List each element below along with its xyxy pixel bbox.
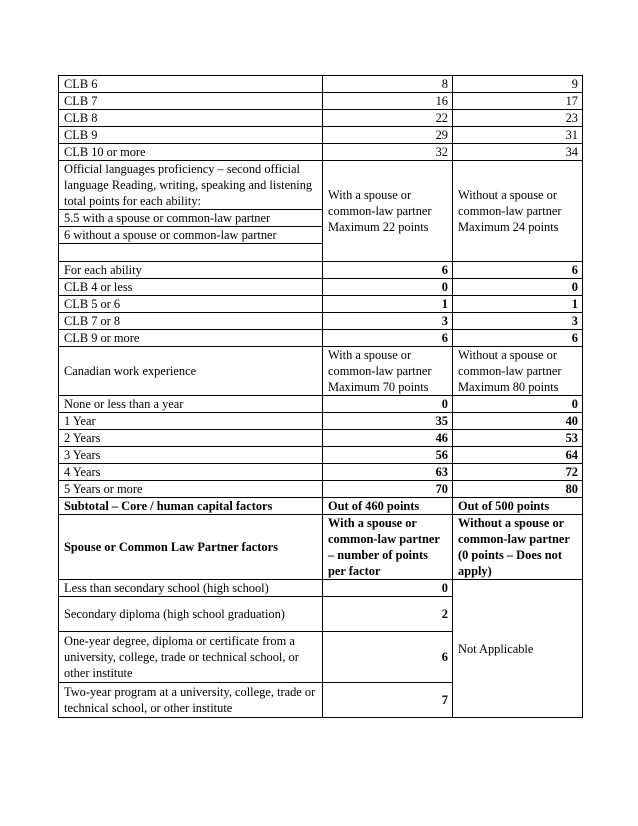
work-experience-without-header: Without a spouse or common-law partner Maximum 80 points <box>453 347 583 396</box>
points-with-spouse: 22 <box>323 110 453 127</box>
points-with-spouse: 56 <box>323 447 453 464</box>
second-language-title: Official languages proficiency – second official language Reading, writing, speaking and listening total points for each ability: <box>59 161 323 210</box>
second-language-without-header: Without a spouse or common-law partner Maximum 24 points <box>453 161 583 262</box>
points-with-spouse: 6 <box>323 632 453 683</box>
table-row <box>59 447 583 464</box>
row-label: CLB 9 or more <box>59 330 323 347</box>
row-label: CLB 7 <box>59 93 323 110</box>
points-without-spouse: 53 <box>453 430 583 447</box>
work-experience-title: Canadian work experience <box>59 347 323 396</box>
points-with-spouse: 0 <box>323 396 453 413</box>
points-without-spouse: 17 <box>453 93 583 110</box>
table-row <box>59 396 583 413</box>
points-with-spouse: 6 <box>323 330 453 347</box>
points-with-spouse: 46 <box>323 430 453 447</box>
points-without-spouse: 64 <box>453 447 583 464</box>
table-row <box>59 161 583 210</box>
table-row <box>59 76 583 93</box>
points-with-spouse: 3 <box>323 313 453 330</box>
row-label: CLB 9 <box>59 127 323 144</box>
second-language-note-with: 5.5 with a spouse or common-law partner <box>59 210 323 227</box>
subtotal-row <box>59 498 583 515</box>
table-row <box>59 347 583 396</box>
second-language-note-without: 6 without a spouse or common-law partner <box>59 227 323 244</box>
second-language-with-header: With a spouse or common-law partner Maximum 22 points <box>323 161 453 262</box>
points-with-spouse: 16 <box>323 93 453 110</box>
row-label: Less than secondary school (high school) <box>59 580 323 597</box>
points-with-spouse: 7 <box>323 683 453 718</box>
row-label: CLB 10 or more <box>59 144 323 161</box>
not-applicable-cell: Not Applicable <box>453 580 583 718</box>
table-row <box>59 144 583 161</box>
table-row <box>59 330 583 347</box>
row-label: None or less than a year <box>59 396 323 413</box>
row-label: CLB 4 or less <box>59 279 323 296</box>
points-with-spouse: 35 <box>323 413 453 430</box>
row-label: Two-year program at a university, college, trade or technical school, or other institute <box>59 683 323 718</box>
points-without-spouse: 0 <box>453 279 583 296</box>
points-with-spouse: 63 <box>323 464 453 481</box>
table-row <box>59 279 583 296</box>
table-row <box>59 580 583 597</box>
empty-cell <box>59 244 323 262</box>
table-row <box>59 481 583 498</box>
points-with-spouse: 6 <box>323 262 453 279</box>
row-label: 2 Years <box>59 430 323 447</box>
table-row <box>59 464 583 481</box>
work-experience-with-header: With a spouse or common-law partner Maximum 70 points <box>323 347 453 396</box>
points-without-spouse: 6 <box>453 330 583 347</box>
points-without-spouse: 0 <box>453 396 583 413</box>
points-with-spouse: 0 <box>323 580 453 597</box>
table-row <box>59 313 583 330</box>
row-label: 3 Years <box>59 447 323 464</box>
table-row <box>59 93 583 110</box>
row-label: CLB 5 or 6 <box>59 296 323 313</box>
row-label: 4 Years <box>59 464 323 481</box>
points-with-spouse: 8 <box>323 76 453 93</box>
points-without-spouse: 80 <box>453 481 583 498</box>
points-table <box>58 75 583 718</box>
row-label: CLB 7 or 8 <box>59 313 323 330</box>
points-without-spouse: 1 <box>453 296 583 313</box>
points-with-spouse: 0 <box>323 279 453 296</box>
table-row <box>59 127 583 144</box>
points-without-spouse: 31 <box>453 127 583 144</box>
row-label: 1 Year <box>59 413 323 430</box>
points-without-spouse: 9 <box>453 76 583 93</box>
table-row <box>59 262 583 279</box>
points-without-spouse: 6 <box>453 262 583 279</box>
points-without-spouse: 3 <box>453 313 583 330</box>
row-label: CLB 6 <box>59 76 323 93</box>
points-with-spouse: 32 <box>323 144 453 161</box>
table-row <box>59 430 583 447</box>
row-label: Secondary diploma (high school graduation) <box>59 597 323 632</box>
row-label: 5 Years or more <box>59 481 323 498</box>
subtotal-with-spouse: Out of 460 points <box>323 498 453 515</box>
spouse-factors-with-header: With a spouse or common-law partner – number of points per factor <box>323 515 453 580</box>
points-without-spouse: 23 <box>453 110 583 127</box>
table-row <box>59 296 583 313</box>
points-without-spouse: 72 <box>453 464 583 481</box>
points-without-spouse: 40 <box>453 413 583 430</box>
row-label: CLB 8 <box>59 110 323 127</box>
points-with-spouse: 2 <box>323 597 453 632</box>
subtotal-label: Subtotal – Core / human capital factors <box>59 498 323 515</box>
points-with-spouse: 1 <box>323 296 453 313</box>
spouse-factors-without-header: Without a spouse or common-law partner (0 points – Does not apply) <box>453 515 583 580</box>
spouse-factors-title: Spouse or Common Law Partner factors <box>59 515 323 580</box>
table-row <box>59 413 583 430</box>
table-row <box>59 110 583 127</box>
row-label: One-year degree, diploma or certificate from a university, college, trade or technical school, or other institute <box>59 632 323 683</box>
points-with-spouse: 29 <box>323 127 453 144</box>
subtotal-without-spouse: Out of 500 points <box>453 498 583 515</box>
table-row <box>59 515 583 580</box>
points-without-spouse: 34 <box>453 144 583 161</box>
points-with-spouse: 70 <box>323 481 453 498</box>
row-label: For each ability <box>59 262 323 279</box>
